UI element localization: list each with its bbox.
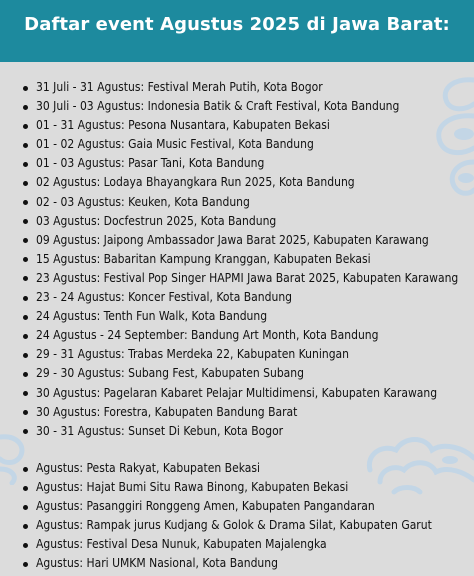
list-item: 03 Agustus: Docfestrun 2025, Kota Bandung bbox=[22, 212, 458, 231]
list-item: 31 Juli - 31 Agustus: Festival Merah Putih, Kota Bogor bbox=[22, 78, 458, 97]
list-item: 01 - 02 Agustus: Gaia Music Festival, Kota Bandung bbox=[22, 135, 458, 154]
list-item: 29 - 31 Agustus: Trabas Merdeka 22, Kabupaten Kuningan bbox=[22, 345, 458, 364]
list-item: 24 Agustus: Tenth Fun Walk, Kota Bandung bbox=[22, 307, 458, 326]
list-item: 30 Juli - 03 Agustus: Indonesia Batik & Craft Festival, Kota Bandung bbox=[22, 97, 458, 116]
list-item: Agustus: Hajat Bumi Situ Rawa Binong, Kabupaten Bekasi bbox=[22, 478, 432, 497]
page-title: Daftar event Agustus 2025 di Jawa Barat: bbox=[24, 14, 450, 35]
list-item: 15 Agustus: Babaritan Kampung Kranggan, Kabupaten Bekasi bbox=[22, 250, 458, 269]
list-item: 09 Agustus: Jaipong Ambassador Jawa Barat 2025, Kabupaten Karawang bbox=[22, 231, 458, 250]
list-item: 02 - 03 Agustus: Keuken, Kota Bandung bbox=[22, 193, 458, 212]
list-item: 30 Agustus: Pagelaran Kabaret Pelajar Multidimensi, Kabupaten Karawang bbox=[22, 384, 458, 403]
list-item: Agustus: Rampak jurus Kudjang & Golok & Drama Silat, Kabupaten Garut bbox=[22, 516, 432, 535]
list-item: 01 - 31 Agustus: Pesona Nusantara, Kabupaten Bekasi bbox=[22, 116, 458, 135]
list-item: 02 Agustus: Lodaya Bhayangkara Run 2025, Kota Bandung bbox=[22, 173, 458, 192]
list-item: 29 - 30 Agustus: Subang Fest, Kabupaten Subang bbox=[22, 364, 458, 383]
list-item: Agustus: Pesta Rakyat, Kabupaten Bekasi bbox=[22, 459, 432, 478]
header-banner bbox=[0, 0, 474, 62]
list-item: 24 Agustus - 24 September: Bandung Art Month, Kota Bandung bbox=[22, 326, 458, 345]
list-item: 30 Agustus: Forestra, Kabupaten Bandung Barat bbox=[22, 403, 458, 422]
list-item: Agustus: Pasanggiri Ronggeng Amen, Kabupaten Pangandaran bbox=[22, 497, 432, 516]
list-item: 30 - 31 Agustus: Sunset Di Kebun, Kota Bogor bbox=[22, 422, 458, 441]
list-item: 23 - 24 Agustus: Koncer Festival, Kota Bandung bbox=[22, 288, 458, 307]
list-item: Agustus: Hari UMKM Nasional, Kota Bandung bbox=[22, 554, 432, 573]
undated-event-list bbox=[22, 459, 432, 574]
dated-event-list bbox=[22, 78, 458, 441]
list-item: 23 Agustus: Festival Pop Singer HAPMI Jawa Barat 2025, Kabupaten Karawang bbox=[22, 269, 458, 288]
list-item: Agustus: Festival Desa Nunuk, Kabupaten Majalengka bbox=[22, 535, 432, 554]
list-item: 01 - 03 Agustus: Pasar Tani, Kota Bandung bbox=[22, 154, 458, 173]
